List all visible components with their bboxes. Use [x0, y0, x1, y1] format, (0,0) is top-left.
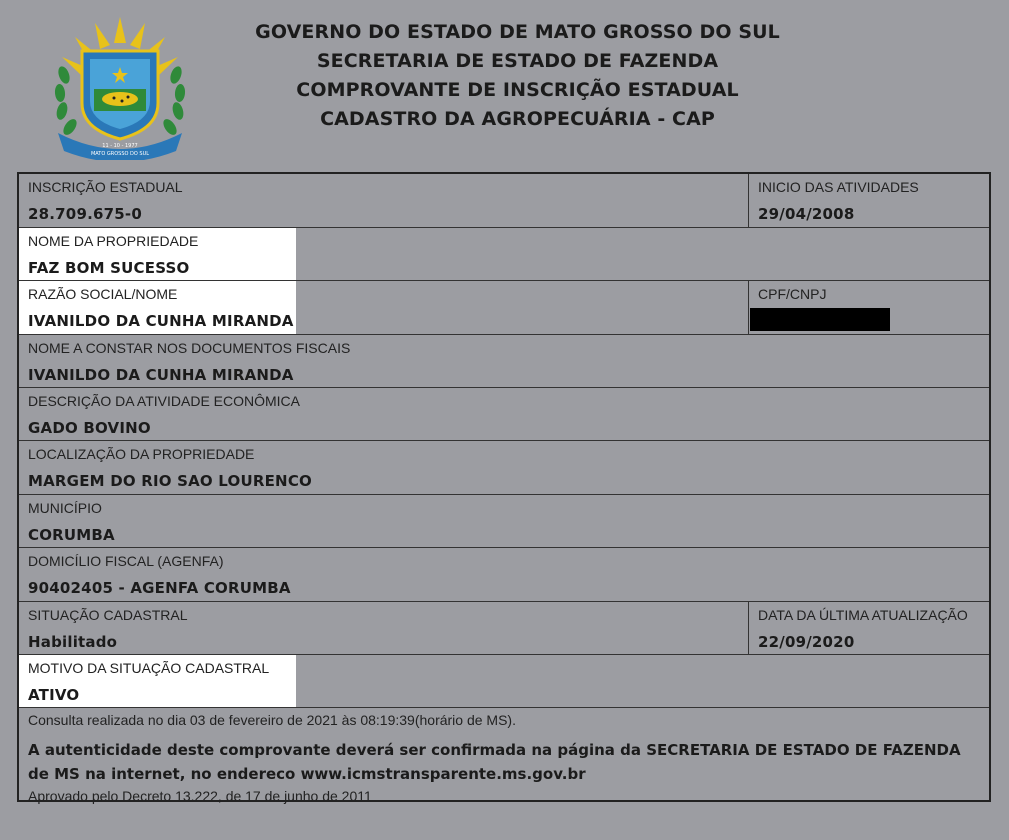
- label-nome-fiscal: NOME A CONSTAR NOS DOCUMENTOS FISCAIS: [28, 340, 351, 356]
- cell-razao: [19, 281, 748, 334]
- value-propriedade: FAZ BOM SUCESSO: [28, 259, 190, 277]
- label-atividade: DESCRIÇÃO DA ATIVIDADE ECONÔMICA: [28, 393, 301, 409]
- redacted-cpf: [750, 308, 890, 331]
- label-municipio: MUNICÍPIO: [28, 500, 102, 516]
- row-situacao: [19, 602, 989, 655]
- header-secretaria: SECRETARIA DE ESTADO DE FAZENDA: [316, 50, 719, 72]
- cell-inicio: [748, 174, 989, 227]
- authenticity-notice: A autenticidade deste comprovante deverá ser confirmada na página da SECRETARIA DE ESTADO DE FAZENDA de MS na internet, no endereco www.icmstransparente.ms.gov.br: [28, 741, 961, 783]
- consulta-timestamp: Consulta realizada no dia 03 de fevereiro de 2021 às 08:19:39(horário de MS).: [28, 712, 516, 728]
- crest-ribbon-text: MATO GROSSO DO SUL: [90, 151, 150, 157]
- form-footer: [19, 708, 989, 804]
- row-motivo: [19, 655, 989, 708]
- laurel-left: [54, 65, 79, 137]
- cell-cpf: [748, 281, 989, 334]
- label-motivo: MOTIVO DA SITUAÇÃO CADASTRAL: [28, 660, 270, 676]
- value-municipio: CORUMBA: [28, 526, 115, 544]
- document-header: [200, 18, 835, 134]
- crest-date-text: 11 - 10 - 1977: [102, 143, 138, 149]
- label-inscricao: INSCRIÇÃO ESTADUAL: [28, 179, 183, 195]
- value-localizacao: MARGEM DO RIO SAO LOURENCO: [28, 472, 312, 490]
- row-domicilio: [19, 548, 989, 602]
- value-nome-fiscal: IVANILDO DA CUNHA MIRANDA: [28, 366, 294, 384]
- label-cpf: CPF/CNPJ: [758, 286, 827, 302]
- state-coat-of-arms-icon: [50, 15, 190, 160]
- cell-inscricao: [19, 174, 748, 227]
- laurel-right: [161, 65, 186, 137]
- jaguar-icon: [102, 92, 138, 106]
- header-cadastro: CADASTRO DA AGROPECUÁRIA - CAP: [320, 108, 715, 130]
- row-atividade: [19, 388, 989, 441]
- label-localizacao: LOCALIZAÇÃO DA PROPRIEDADE: [28, 446, 255, 462]
- decree-note: Aprovado pelo Decreto 13.222, de 17 de junho de 2011: [28, 788, 372, 804]
- value-atividade: GADO BOVINO: [28, 419, 151, 437]
- value-inscricao: 28.709.675-0: [28, 205, 142, 223]
- registration-form: [17, 172, 991, 802]
- value-motivo: ATIVO: [28, 686, 80, 704]
- row-nome-fiscal: [19, 335, 989, 388]
- label-domicilio: DOMICÍLIO FISCAL (AGENFA): [28, 553, 224, 569]
- row-inscricao: [19, 174, 989, 228]
- row-municipio: [19, 495, 989, 548]
- cell-situacao: [19, 602, 748, 654]
- label-inicio: INICIO DAS ATIVIDADES: [758, 179, 919, 195]
- label-propriedade: NOME DA PROPRIEDADE: [28, 233, 199, 249]
- value-domicilio: 90402405 - AGENFA CORUMBA: [28, 579, 291, 597]
- label-situacao: SITUAÇÃO CADASTRAL: [28, 607, 188, 623]
- value-razao: IVANILDO DA CUNHA MIRANDA: [28, 312, 294, 330]
- cell-atualizacao: [748, 602, 989, 654]
- label-atualizacao: DATA DA ÚLTIMA ATUALIZAÇÃO: [758, 607, 968, 623]
- row-razao: [19, 281, 989, 335]
- value-atualizacao: 22/09/2020: [758, 633, 855, 651]
- header-comprovante: COMPROVANTE DE INSCRIÇÃO ESTADUAL: [296, 79, 739, 101]
- value-inicio: 29/04/2008: [758, 205, 855, 223]
- label-razao: RAZÃO SOCIAL/NOME: [28, 286, 178, 302]
- row-propriedade: [19, 228, 989, 281]
- row-localizacao: [19, 441, 989, 495]
- value-situacao: Habilitado: [28, 633, 118, 651]
- header-government: GOVERNO DO ESTADO DE MATO GROSSO DO SUL: [255, 21, 780, 43]
